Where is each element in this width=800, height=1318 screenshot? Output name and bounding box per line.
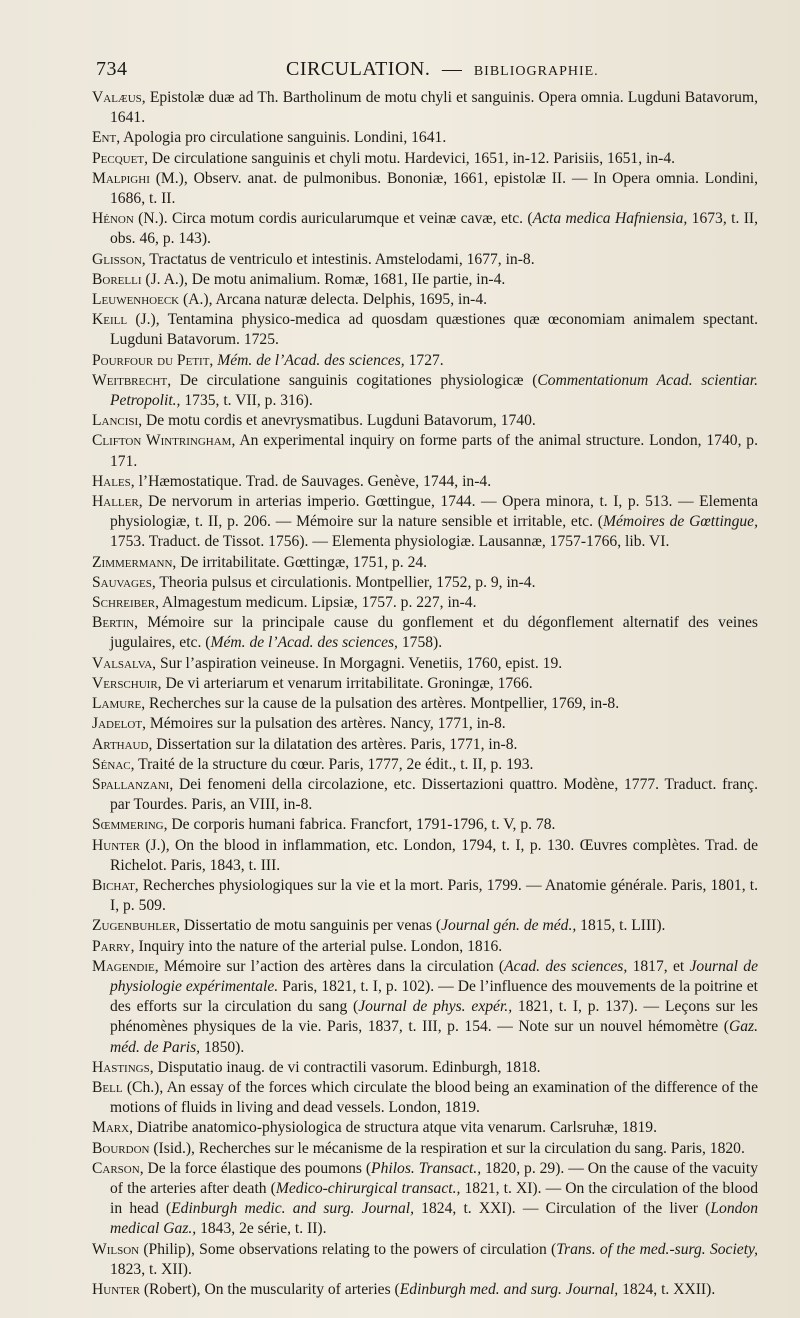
- entry-text: 1753. Traduct. de Tissot. 1756). — Elementa physiologiæ. Lausannæ, 1757-1766, lib. VI.: [110, 533, 670, 551]
- bibliography-entry: [92, 149, 758, 169]
- entry-author: Valsalva: [92, 654, 153, 672]
- entry-text: , Apologia pro circulatione sanguinis. Londini, 1641.: [116, 129, 447, 147]
- entry-author: Hénon: [92, 210, 134, 228]
- entry-text: , Tractatus de ventriculo et intestinis. Amstelodami, 1677, in-8.: [141, 250, 535, 268]
- entry-text: , Dissertatio de motu sanguinis per venas (: [176, 917, 442, 935]
- entry-text: , De la force élastique des poumons (: [139, 1159, 372, 1177]
- entry-text: , De circulatione sanguinis cogitationes physiologicæ (: [167, 371, 538, 389]
- entry-journal-title: Trans. of the med.-surg. Society,: [556, 1240, 759, 1258]
- entry-author: Sauvages: [92, 573, 152, 591]
- entry-author: Schreiber: [92, 594, 156, 612]
- entry-author: Clifton Wintringham: [92, 432, 232, 450]
- entry-journal-title: Journal de physiologie expérimentale.: [110, 957, 758, 995]
- entry-text: 1815, t. LIII).: [576, 917, 666, 935]
- running-title-subtitle: BIBLIOGRAPHIE.: [473, 64, 599, 79]
- running-title-main: CIRCULATION.: [286, 58, 431, 80]
- entry-author: Magendie: [92, 957, 155, 975]
- entry-author: Lancisi: [92, 412, 139, 430]
- entry-author: Bertin: [92, 614, 135, 632]
- bibliography-entry: [92, 472, 758, 492]
- entry-author: Pourfour du Petit: [92, 351, 210, 369]
- entry-text: , Mémoire sur l’action des artères dans la circulation (: [154, 957, 505, 975]
- bibliography-entry: [92, 209, 758, 249]
- bibliography-entry: [92, 775, 758, 815]
- bibliography-list: [92, 88, 758, 1300]
- bibliography-entry: [92, 957, 758, 1058]
- entry-text: , l’Hæmostatique. Trad. de Sauvages. Genève, 1744, in-4.: [130, 472, 492, 490]
- entry-journal-title: Journal de phys. expér.,: [358, 998, 513, 1016]
- bibliography-entry: [92, 735, 758, 755]
- bibliography-entry: [92, 1118, 758, 1138]
- entry-author: Sœmmering: [92, 816, 164, 834]
- entry-author: Valæus: [92, 89, 142, 106]
- entry-text: (J.), On the blood in inflammation, etc. London, 1794, t. I, p. 130. Œuvres complètes. Trad. de Richelot. Paris, 1843, t. III.: [110, 836, 758, 874]
- entry-journal-title: Acad. des sciences,: [504, 957, 628, 975]
- entry-author: Wilson: [92, 1240, 140, 1258]
- entry-text: (A.), Arcana naturæ delecta. Delphis, 1695, in-4.: [179, 291, 488, 309]
- page-number: 734: [96, 58, 128, 80]
- entry-author: Glisson: [92, 250, 142, 268]
- entry-journal-title: Philos. Transact.,: [371, 1159, 482, 1177]
- entry-author: Borelli: [92, 270, 142, 288]
- bibliography-entry: [92, 654, 758, 674]
- entry-text: 1820, p. 29). — On the cause of the vacuity of the arteries after death (: [110, 1159, 758, 1197]
- bibliography-entry: [92, 1058, 758, 1078]
- bibliography-entry: [92, 573, 758, 593]
- entry-text: 1758).: [397, 634, 443, 652]
- entry-author: Marx: [92, 1119, 130, 1137]
- entry-author: Sénac: [92, 755, 131, 773]
- bibliography-entry: [92, 371, 758, 411]
- entry-text: 1817, et: [627, 957, 690, 975]
- bibliography-entry: [92, 836, 758, 876]
- page-header: [96, 52, 756, 86]
- entry-text: , Sur l’aspiration veineuse. In Morgagni. Venetiis, 1760, epist. 19.: [152, 654, 563, 672]
- bibliography-entry: [92, 492, 758, 553]
- entry-text: ,: [209, 351, 218, 369]
- entry-text: , Almagestum medicum. Lipsiæ, 1757. p. 227, in-4.: [155, 594, 477, 612]
- entry-author: Ent: [92, 129, 117, 147]
- entry-text: , Mémoires sur la pulsation des artères. Nancy, 1771, in-8.: [142, 715, 506, 733]
- bibliography-entry: [92, 270, 758, 290]
- bibliography-entry: [92, 876, 758, 916]
- entry-author: Parry: [92, 937, 131, 955]
- bibliography-entry: [92, 694, 758, 714]
- entry-journal-title: Mém. de l’Acad. des sciences,: [217, 351, 405, 369]
- bibliography-entry: [92, 290, 758, 310]
- running-title: [286, 58, 599, 81]
- bibliography-entry: [92, 1139, 758, 1159]
- entry-text: , De circulatione sanguinis et chyli motu. Hardevici, 1651, in-12. Parisiis, 1651, in-4.: [144, 149, 676, 167]
- entry-author: Zimmermann: [92, 553, 173, 571]
- entry-text: , Theoria pulsus et circulationis. Montpellier, 1752, p. 9, in-4.: [151, 573, 536, 591]
- entry-text: , Diatribe anatomico-physiologica de structura atque vita venarum. Carlsruhæ, 1819.: [129, 1119, 657, 1137]
- entry-author: Bourdon: [92, 1139, 150, 1157]
- bibliography-entry: [92, 1240, 758, 1280]
- entry-journal-title: Edinburgh medic. and surg. Journal,: [171, 1200, 414, 1218]
- entry-text: 1821, t. I, p. 137). — Leçons sur les phénomènes physiques de la vie. Paris, 1837, t. III, p. 154. — Note sur un nouvel hémomètre (: [110, 998, 758, 1036]
- entry-author: Haller: [92, 493, 139, 511]
- bibliography-entry: [92, 755, 758, 775]
- entry-text: 1850).: [200, 1038, 245, 1056]
- entry-author: Keill: [92, 311, 128, 329]
- entry-text: , An experimental inquiry on forme parts of the animal structure. London, 1740, p. 171.: [110, 432, 758, 470]
- entry-text: (Isid.), Recherches sur le mécanisme de la respiration et sur la circulation du sang. Paris, 1820.: [149, 1139, 745, 1157]
- entry-journal-title: Medico-chirurgical transact.,: [275, 1179, 461, 1197]
- bibliography-entry: [92, 553, 758, 573]
- entry-text: (Philip), Some observations relating to the powers of circulation (: [139, 1240, 557, 1258]
- bibliography-entry: [92, 351, 758, 371]
- entry-author: Carson: [92, 1159, 140, 1177]
- entry-text: 1843, 2e série, t. II).: [196, 1220, 327, 1238]
- running-title-separator: —: [441, 58, 463, 80]
- bibliography-entry: [92, 411, 758, 431]
- entry-text: , De corporis humani fabrica. Francfort, 1791-1796, t. V, p. 78.: [163, 816, 556, 834]
- entry-text: (N.). Circa motum cordis auricularumque et veinæ cavæ, etc. (: [133, 210, 533, 228]
- entry-journal-title: Mém. de l’Acad. des sciences,: [210, 634, 398, 652]
- entry-text: , Mémoire sur la principale cause du gonflement et du dégonflement alternatif des veines jugulaires, etc. (: [110, 614, 758, 652]
- entry-author: Arthaud: [92, 735, 149, 753]
- entry-author: Pecquet: [92, 149, 145, 167]
- bibliography-entry: [92, 593, 758, 613]
- bibliography-entry: [92, 310, 758, 350]
- entry-journal-title: Commentationum Acad. scientiar. Petropolit.,: [110, 371, 758, 410]
- entry-author: Bichat: [92, 876, 135, 894]
- entry-text: (J. A.), De motu animalium. Romæ, 1681, IIe partie, in-4.: [141, 270, 506, 288]
- bibliography-entry: [92, 815, 758, 835]
- entry-author: Spallanzani: [92, 775, 170, 793]
- bibliography-entry: [92, 613, 758, 653]
- entry-author: Leuwenhoeck: [92, 291, 180, 309]
- entry-author: Bell: [92, 1078, 123, 1096]
- entry-author: Lamure: [92, 695, 142, 713]
- entry-text: , Traité de la structure du cœur. Paris, 1777, 2e édit., t. II, p. 193.: [130, 755, 534, 773]
- entry-author: Hales: [92, 472, 131, 490]
- bibliography-entry: [92, 674, 758, 694]
- entry-text: 1735, t. VII, p. 316).: [180, 392, 313, 410]
- bibliography-entry: [92, 88, 758, 128]
- entry-author: Hunter: [92, 1280, 140, 1298]
- bibliography-entry: [92, 714, 758, 734]
- entry-text: Paris, 1821, t. I, p. 102). — De l’influence des mouvements de la poitrine et des efforts sur la circulation du sang (: [110, 977, 759, 1016]
- entry-text: , Dei fenomeni della circolazione, etc. Dissertazioni quattro. Modène, 1777. Traduct. franç. par Tourdes. Paris, an VIII, in-8.: [110, 775, 758, 814]
- entry-text: , De nervorum in arterias imperio. Gœttingue, 1744. — Opera minora, t. I, p. 513. — Elementa physiologiæ, t. II, p. 206. — Mémoire sur la nature sensible et irritable, etc. (: [110, 493, 758, 531]
- entry-author: Malpighi: [92, 169, 150, 187]
- entry-text: , De irritabilitate. Gœttingæ, 1751, p. 24.: [172, 553, 428, 571]
- bibliography-entry: [92, 1159, 758, 1240]
- entry-text: 1727.: [404, 351, 444, 369]
- entry-text: 1673, t. II, obs. 46, p. 143).: [110, 210, 758, 248]
- entry-journal-title: Acta medica Hafniensia,: [532, 210, 688, 228]
- entry-text: (M.), Observ. anat. de pulmonibus. Bononiæ, 1661, epistolæ II. — In Opera omnia. Londini, 1686, t. II.: [110, 169, 758, 208]
- entry-text: (Ch.), An essay of the forces which circulate the blood being an examination of the difference of the motions of fluids in living and dead vessels. London, 1819.: [110, 1078, 758, 1117]
- entry-author: Weitbrecht: [92, 371, 168, 389]
- entry-author: Hastings: [92, 1058, 150, 1076]
- bibliography-entry: [92, 916, 758, 936]
- entry-text: (J.), Tentamina physico-medica ad quosdam quæstiones quæ œconomiam animalem spectant. Lugduni Batavorum. 1725.: [110, 311, 758, 349]
- bibliography-entry: [92, 937, 758, 957]
- bibliography-entry: [92, 1078, 758, 1118]
- entry-text: 1823, t. XII).: [110, 1260, 192, 1278]
- entry-text: 1824, t. XXI). — Circulation of the liver (: [414, 1200, 711, 1218]
- entry-author: Zugenbuhler: [92, 917, 177, 935]
- entry-text: 1824, t. XXII).: [618, 1280, 716, 1298]
- entry-author: Jadelot: [92, 715, 143, 733]
- bibliography-entry: [92, 1280, 758, 1300]
- entry-text: , Epistolæ duæ ad Th. Bartholinum de motu chyli et sanguinis. Opera omnia. Lugduni Batavorum, 1641.: [110, 89, 758, 127]
- entry-text: 1821, t. XI). — On the circulation of the blood in head (: [110, 1179, 758, 1218]
- entry-journal-title: London medical Gaz.,: [110, 1200, 759, 1238]
- entry-text: , Inquiry into the nature of the arterial pulse. London, 1816.: [130, 937, 503, 955]
- entry-journal-title: Mémoires de Gœttingue,: [603, 513, 759, 531]
- entry-author: Hunter: [92, 836, 140, 854]
- entry-text: , Disputatio inaug. de vi contractili vasorum. Edinburgh, 1818.: [149, 1058, 541, 1076]
- entry-author: Verschuir: [92, 674, 158, 692]
- bibliography-entry: [92, 431, 758, 471]
- entry-journal-title: Edinburgh med. and surg. Journal,: [399, 1280, 619, 1298]
- entry-text: , De motu cordis et anevrysmatibus. Lugduni Batavorum, 1740.: [138, 412, 536, 430]
- entry-journal-title: Gaz. méd. de Paris,: [110, 1018, 758, 1056]
- bibliography-entry: [92, 128, 758, 148]
- entry-text: , Dissertation sur la dilatation des artères. Paris, 1771, in-8.: [148, 735, 518, 753]
- bibliography-entry: [92, 250, 758, 270]
- entry-text: , De vi arteriarum et venarum irritabilitate. Groningæ, 1766.: [157, 674, 533, 692]
- entry-text: , Recherches physiologiques sur la vie et la mort. Paris, 1799. — Anatomie générale. Paris, 1801, t. I, p. 509.: [110, 876, 758, 915]
- entry-text: , Recherches sur la cause de la pulsation des artères. Montpellier, 1769, in-8.: [141, 695, 620, 713]
- entry-text: (Robert), On the muscularity of arteries (: [139, 1280, 400, 1298]
- entry-journal-title: Journal gén. de méd.,: [441, 917, 577, 935]
- bibliography-entry: [92, 169, 758, 209]
